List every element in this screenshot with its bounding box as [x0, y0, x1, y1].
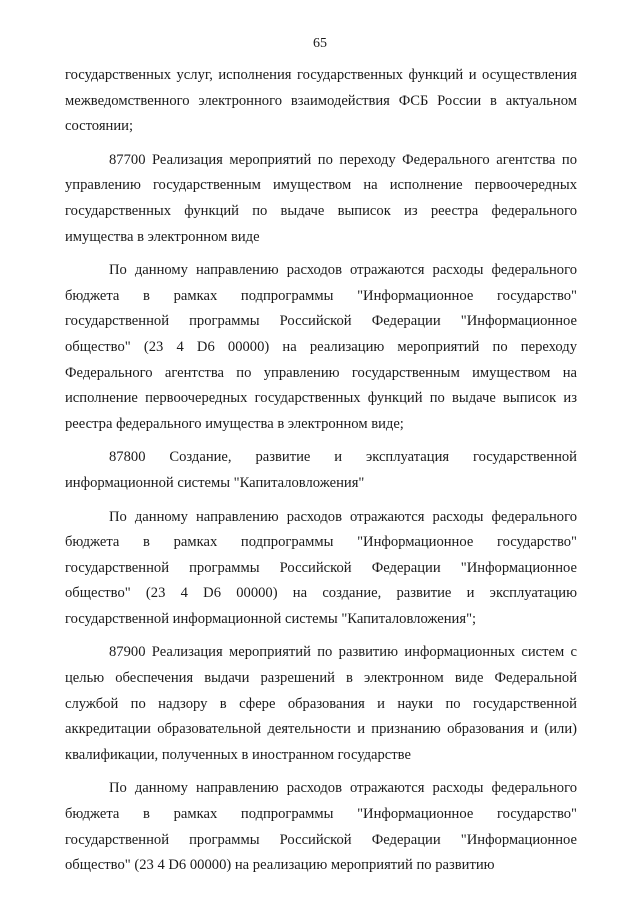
paragraph-item-87700-heading: 87700 Реализация мероприятий по переходу Федерального агентства по управлению государственным имуществом на исполнение первоочередных государственных функций по выдаче выписок из реестра федерального имущества в электронном виде: [65, 151, 577, 245]
paragraph-item-87800-description: По данному направлению расходов отражаются расходы федерального бюджета в рамках подпрограммы "Информационное государство" государственной программы Российской Федерации "Информационное общество" (23 4 D6 00000) на создание, развитие и эксплуатацию государственной информационной системы "Капиталовложения";: [65, 508, 577, 627]
paragraph-item-87700-description: По данному направлению расходов отражаются расходы федерального бюджета в рамках подпрограммы "Информационное государство" государственной программы Российской Федерации "Информационное общество" (23 4 D6 00000) на реализацию мероприятий по переходу Федерального агентства по управлению государственным имуществом на исполнение первоочередных государственных функций по выдаче выписок из реестра федерального имущества в электронном виде;: [65, 262, 577, 432]
page-number: 65: [313, 36, 327, 51]
paragraph-item-87900-description: По данному направлению расходов отражаются расходы федерального бюджета в рамках подпрограммы "Информационное государство" государственной программы Российской Федерации "Информационное общество" (23 4 D6 00000) на реализацию мероприятий по развитию: [65, 780, 577, 874]
paragraph-item-87800-heading: 87800 Создание, развитие и эксплуатация государственной информационной системы "Капиталовложения": [65, 449, 577, 491]
paragraph-continuation: государственных услуг, исполнения государственных функций и осуществления межведомственного электронного взаимодействия ФСБ России в актуальном состоянии;: [65, 67, 577, 135]
document-body: [65, 63, 577, 879]
paragraph-item-87900-heading: 87900 Реализация мероприятий по развитию информационных систем с целью обеспечения выдачи разрешений в электронном виде Федеральной службой по надзору в сфере образования и науки по государственной аккредитации образовательной деятельности и признанию образования и (или) квалификации, полученных в иностранном государстве: [65, 644, 577, 763]
